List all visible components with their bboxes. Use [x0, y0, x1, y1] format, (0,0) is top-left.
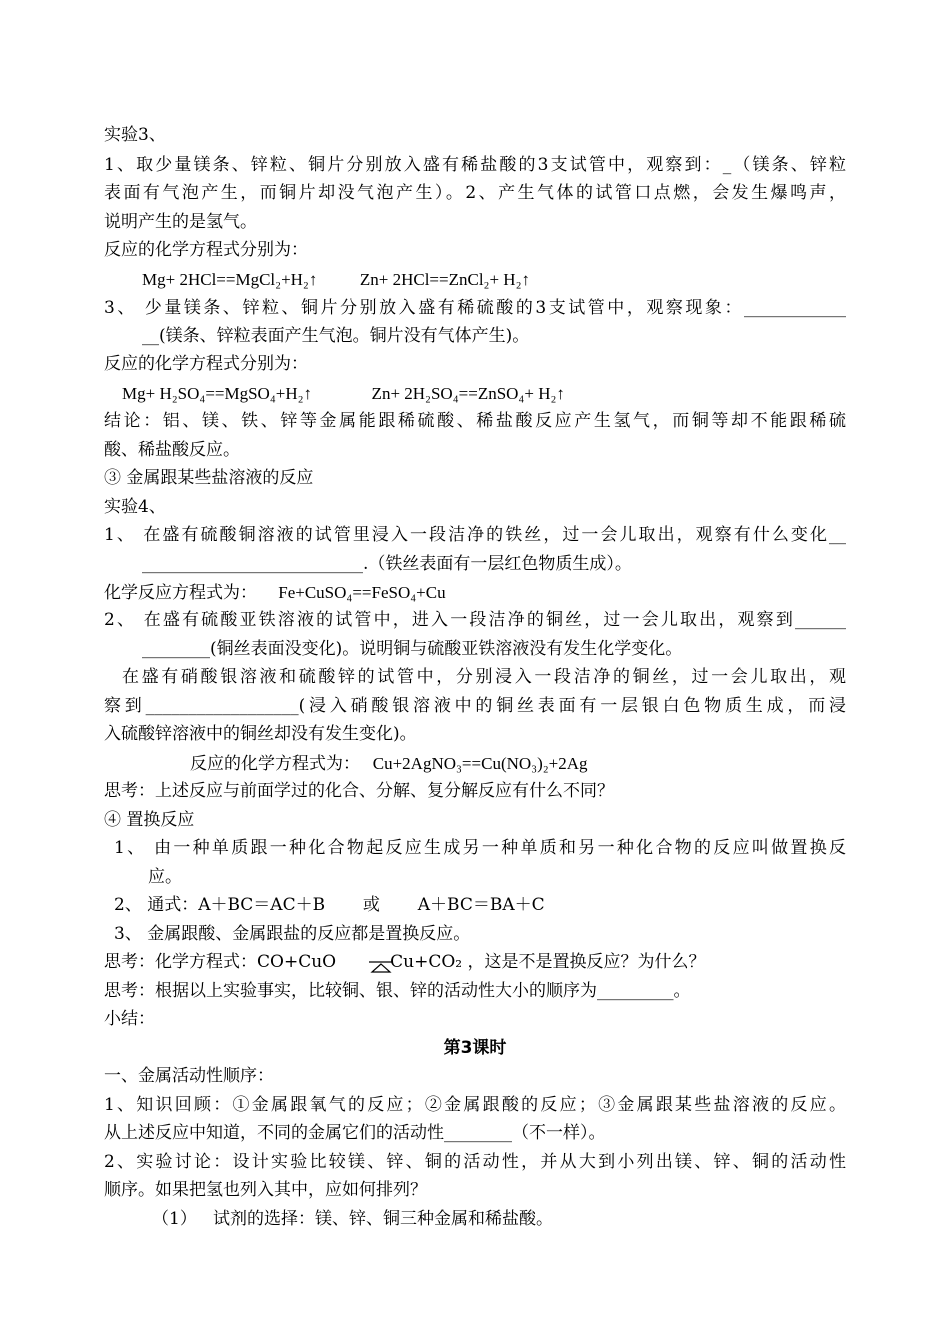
- text-line: __________________________.（铁丝表面有一层红色物质生成）。: [142, 554, 632, 574]
- section-heading: 一、金属活动性顺序：: [104, 1066, 274, 1086]
- formula-line: 2、 通式：A＋BC＝AC＋B 或 A＋BC＝BA＋C: [114, 895, 545, 915]
- text-line: （1） 试剂的选择：镁、锌、铜三种金属和稀盐酸。: [152, 1209, 554, 1229]
- think-line: 思考：化学方程式：CO+CuO Cu+CO₂ ，这是不是置换反应？为什么？: [104, 952, 706, 972]
- conclusion-line: 结论：铝、镁、铁、锌等金属能跟稀硫酸、稀盐酸反应产生氢气，而铜等却不能跟稀硫: [104, 411, 846, 431]
- text-line: 1、知识回顾：①金属跟氧气的反应；②金属跟酸的反应；③金属跟某些盐溶液的反应。: [104, 1095, 846, 1115]
- heating-triangle-icon: [367, 960, 395, 974]
- text-line: 说明产生的是氢气。: [104, 212, 257, 232]
- experiment-4-heading: 实验4、: [104, 497, 166, 517]
- text-line: 顺序。如果把氢也列入其中，应如何排列？: [104, 1180, 427, 1200]
- equation-line: 反应的化学方程式为： Cu+2AgNO₃==Cu(NO₃)₂+2Ag: [190, 754, 588, 773]
- text-line: 2、实验讨论：设计实验比较镁、锌、铜的活动性，并从大到小列出镁、锌、铜的活动性: [104, 1152, 846, 1172]
- text-line: 察到__________________(浸入硝酸银溶液中的铜丝表面有一层银白色物质生成，而浸: [104, 696, 846, 716]
- text-line: 反应的化学方程式分别为：: [104, 354, 308, 374]
- text-line: 应。: [148, 867, 182, 887]
- text-line: 3、 金属跟酸、金属跟盐的反应都是置换反应。: [114, 924, 471, 944]
- text-line: 从上述反应中知道，不同的金属它们的活动性________（不一样）。: [104, 1123, 606, 1143]
- think-line: 思考：根据以上实验事实，比较铜、银、锌的活动性大小的顺序为_________。: [104, 981, 691, 1001]
- text-line: 1、 由一种单质跟一种化合物起反应生成另一种单质和另一种化合物的反应叫做置换反: [114, 838, 846, 858]
- text-line: 入硫酸锌溶液中的铜丝却没有发生变化)。: [104, 724, 417, 744]
- equation-line: Mg+ 2HCl==MgCl₂+H₂↑ Zn+ 2HCl==ZnCl₂+ H₂↑: [142, 270, 531, 289]
- think-line: 思考：上述反应与前面学过的化合、分解、复分解反应有什么不同？: [104, 781, 614, 801]
- equation-line: Mg+ H₂SO₄==MgSO₄+H₂↑ Zn+ 2H₂SO₄==ZnSO₄+ H₂↑: [122, 384, 565, 403]
- text-line: __(镁条、锌粒表面产生气泡。铜片没有气体产生)。: [142, 326, 530, 346]
- text-line: 1、取少量镁条、锌粒、铜片分别放入盛有稀盐酸的3支试管中，观察到：_（镁条、锌粒: [104, 155, 846, 175]
- text-line: 反应的化学方程式分别为：: [104, 240, 308, 260]
- text-line: 酸、稀盐酸反应。: [104, 440, 240, 460]
- section-heading: ③ 金属跟某些盐溶液的反应: [104, 468, 314, 488]
- text-line: 2、 在盛有硫酸亚铁溶液的试管中，进入一段洁净的铜丝，过一会儿取出，观察到______: [104, 610, 846, 630]
- text-line: 表面有气泡产生，而铜片却没气泡产生）。2、产生气体的试管口点燃，会发生爆鸣声，: [104, 183, 846, 203]
- experiment-3-heading: 实验3、: [104, 125, 166, 145]
- text-line: ________(铜丝表面没变化)。说明铜与硫酸亚铁溶液没有发生化学变化。: [142, 639, 683, 659]
- text-line: 在盛有硝酸银溶液和硫酸锌的试管中，分别浸入一段洁净的铜丝，过一会儿取出，观: [122, 667, 846, 687]
- text-line: 1、 在盛有硫酸铜溶液的试管里浸入一段洁净的铁丝，过一会儿取出，观察有什么变化__: [104, 525, 846, 545]
- section-heading: ④ 置换反应: [104, 810, 195, 830]
- text-line: 3、 少量镁条、锌粒、铜片分别放入盛有稀硫酸的3支试管中，观察现象：____________: [104, 298, 846, 318]
- summary-line: 小结：: [104, 1009, 155, 1029]
- equation-line: 化学反应方程式为： Fe+CuSO₄==FeSO₄+Cu: [104, 583, 446, 602]
- lesson-title: 第3课时: [443, 1038, 507, 1058]
